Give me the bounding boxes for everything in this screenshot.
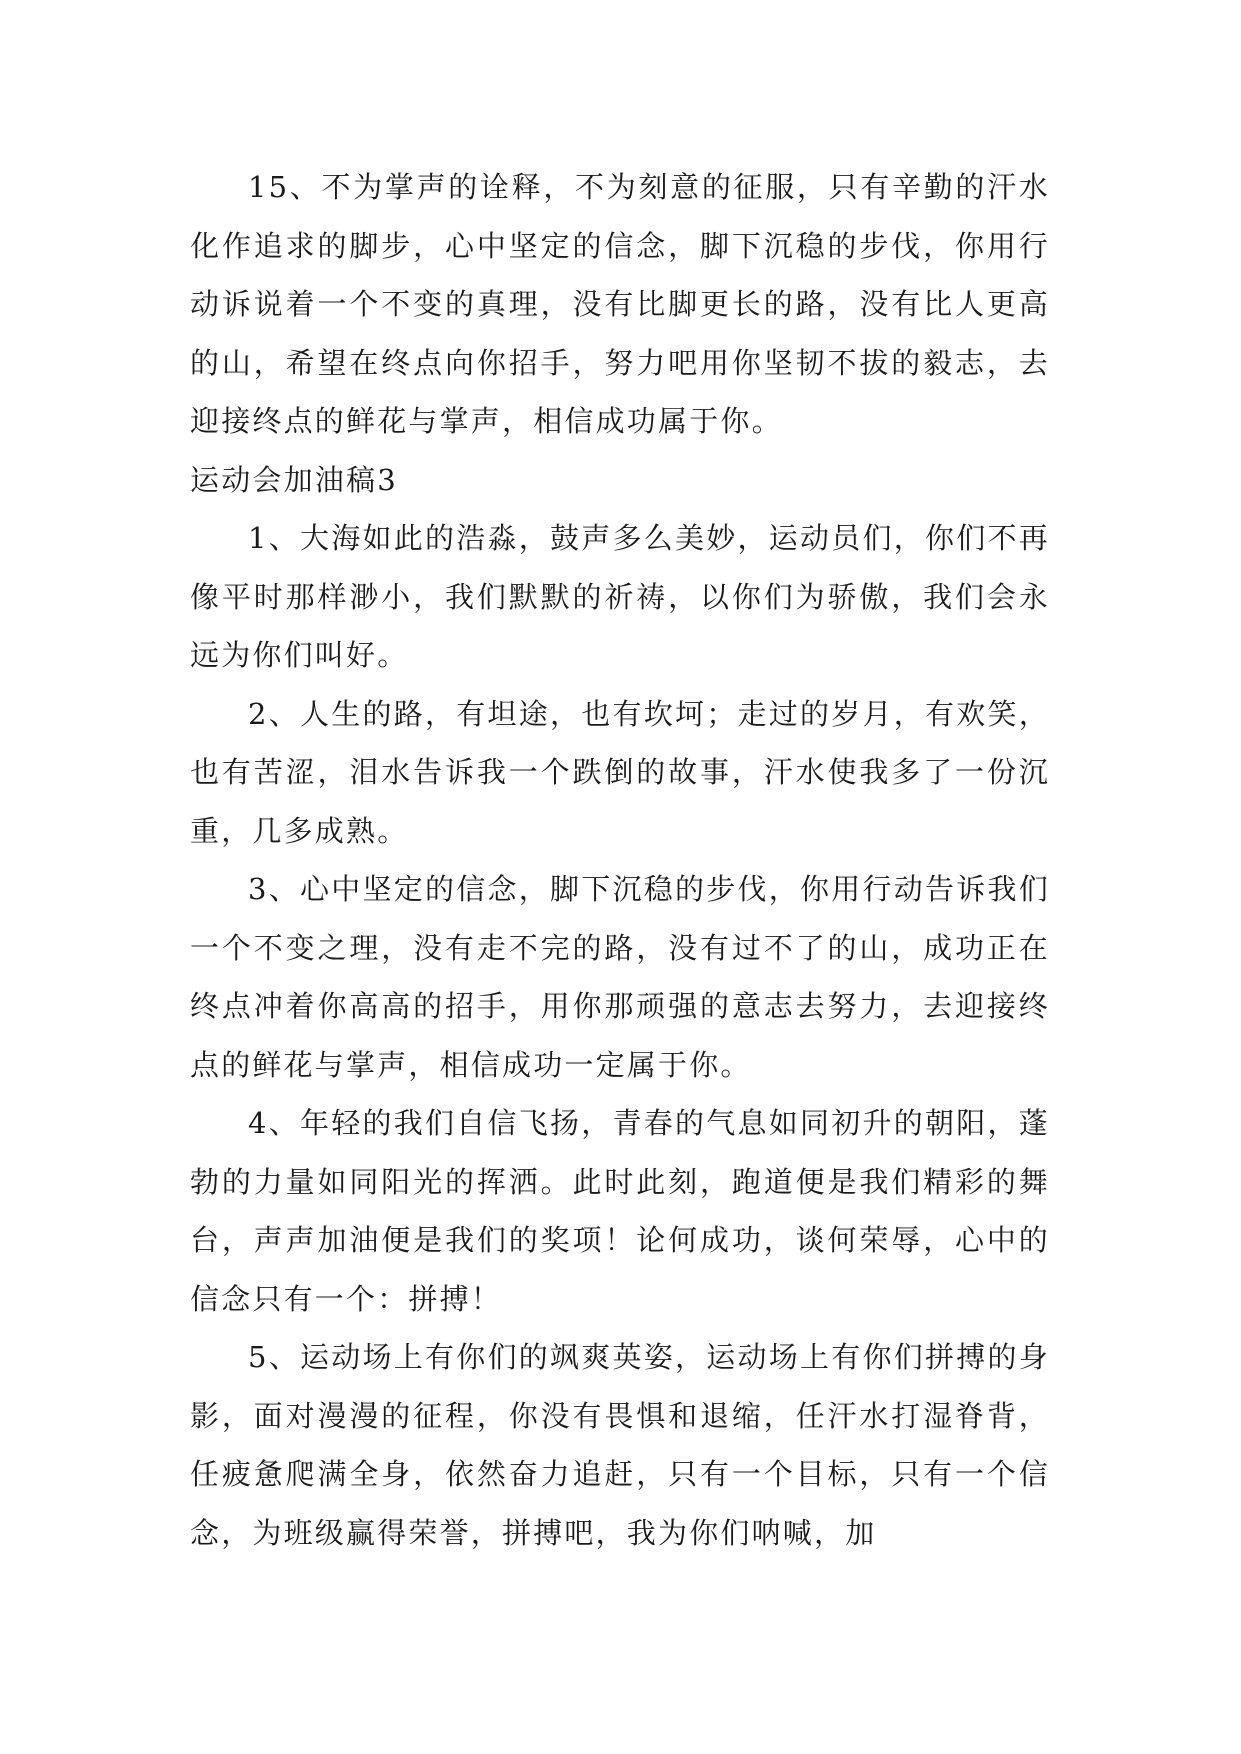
- paragraph-5: 5、运动场上有你们的飒爽英姿，运动场上有你们拼搏的身影，面对漫漫的征程，你没有畏惧和退缩，任汗水打湿脊背，任疲惫爬满全身，依然奋力追赶，只有一个目标，只有一个信念，为班级赢得荣誉，拼搏吧，我为你们呐喊，加: [190, 1340, 1050, 1550]
- paragraph-1: 1、大海如此的浩淼，鼓声多么美妙，运动员们，你们不再像平时那样渺小，我们默默的祈祷，以你们为骄傲，我们会永远为你们叫好。: [190, 521, 1050, 672]
- paragraph-2: 2、人生的路，有坦途，也有坎坷；走过的岁月，有欢笑，也有苦涩，泪水告诉我一个跌倒的故事，汗水使我多了一份沉重，几多成熟。: [190, 696, 1050, 848]
- paragraph-3: 3、心中坚定的信念，脚下沉稳的步伐，你用行动告诉我们一个不变之理，没有走不完的路，没有过不了的山，成功正在终点冲着你高高的招手，用你那顽强的意志去努力，去迎接终点的鲜花与掌声，相信成功一定属于你。: [190, 872, 1050, 1082]
- section-title: 运动会加油稿3: [190, 462, 398, 497]
- paragraph-4: 4、年轻的我们自信飞扬，青春的气息如同初升的朝阳，蓬勃的力量如同阳光的挥洒。此时此刻，跑道便是我们精彩的舞台，声声加油便是我们的奖项！论何成功，谈何荣辱，心中的信念只有一个：拼搏！: [190, 1106, 1050, 1316]
- paragraph-15: 15、不为掌声的诠释，不为刻意的征服，只有辛勤的汗水化作追求的脚步，心中坚定的信念，脚下沉稳的步伐，你用行动诉说着一个不变的真理，没有比脚更长的路，没有比人更高的山，希望在终点向你招手，努力吧用你坚韧不拔的毅志，去迎接终点的鲜花与掌声，相信成功属于你。: [190, 170, 1050, 438]
- document-body: [190, 158, 1050, 1562]
